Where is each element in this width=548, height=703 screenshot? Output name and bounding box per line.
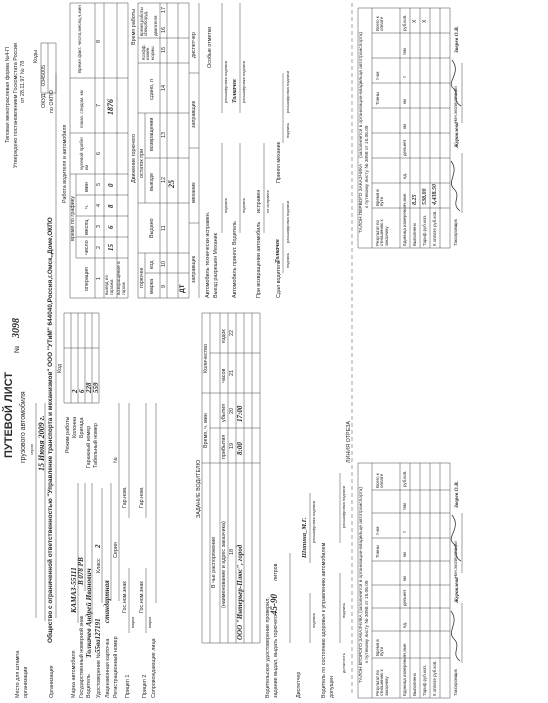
coupon1-taxer: Таксировщик [453,219,458,246]
org-value: Общество с ограниченной ответственностью "Управление транспорта и механизмов" ООО "УТиМ" 644040,Россия,г.Омск,,Доме,ОКПО [47,217,54,643]
seria-label: Серия [113,542,119,558]
check-tolkachev-2: Толкачев [275,239,281,263]
refuel-zapr-1: заправщик [191,255,197,283]
refuel-disp: диспетчер [191,32,197,58]
column-value: 2 [71,389,79,393]
permit-health: Водитель по состоянию здоровья к управлению автомобилем [321,542,327,698]
signature-taxer-left [448,608,464,663]
fuel-label: горючее [139,267,145,288]
permit-allowed: допущен [329,675,335,698]
permit-cert-note: Водительское удостоверение проверил, [265,597,271,698]
coupon2-title: ТАЛОН ВТОРОГО ЗАКАЗЧИКА [359,614,364,683]
mode-label: Режим работы [65,416,71,453]
escort-label: Сопровождающие лица [151,638,157,698]
check-decode-2: расшифровка подписи [241,60,246,103]
task-title: ЗАДАНИЕ ВОДИТЕЛЮ [196,459,202,518]
permit-decode-1: расшифровка подписи [311,500,316,543]
okpo-label: по ОКПО [49,90,55,113]
signature-master-left [448,513,464,563]
trailer2-marka-label: марка [147,616,152,628]
check-decode-1: расшифровка подписи [223,60,228,103]
coupon1-u3: км [402,124,407,129]
task-arrive: прибытия [221,434,227,459]
coupon1-x2: X [422,19,428,23]
series-label: серия [29,444,34,455]
check-sign-1: подпись [223,197,228,213]
coupon2-u2: дельнет [402,589,407,606]
coupon1-u2: дельнет [402,139,407,156]
permit-sign-2: подпись [341,602,346,618]
coupon1-tkm: т-км [375,71,380,80]
trailer1-gos-label: Гос.ном.знак [122,581,128,613]
coupon1-sum-value: 4,438.50 [432,184,438,205]
coupon1-u0: ч,мин [402,193,407,205]
coupon1-tons: Тонны [375,92,380,105]
task-time-in: 8:00 [236,442,244,455]
task-col-18: 18 [229,549,235,555]
cut-line-label: ЛИНИЯ ОТРЕЗА [346,421,352,463]
work-speedo: показ. спидом. км [79,90,84,128]
coupon1-time: Время в пути [375,189,385,206]
car-value: КАМАЗ-55111 [69,567,78,613]
task-qty: Количество [203,344,209,373]
coupon1-total: Всего к оплате [375,16,385,31]
check-accepted: Автомобиль принял: Водитель [232,221,238,298]
trailer1-marka-label: марка [130,616,135,628]
stamp-place: Место для штампа [15,650,21,698]
fuel-col-11: 11 [161,225,167,231]
permit-decode-2: расшифровка подписи [341,485,346,528]
task-col-19: 19 [229,443,235,449]
approved-date: от 28.11.97 № 78 [20,60,26,103]
fuel-exit: выезде [149,172,155,191]
coupon1-x1: X [412,19,418,23]
work-minutes: мин [84,182,90,192]
num-label: № [113,457,119,463]
trailer1-label: Прицеп 1 [125,674,131,698]
coupon1-result: Результат по отношению к заказчику [375,219,389,246]
check-sign-2: подпись [241,197,246,213]
fuel-title: Движение горючего [131,133,137,183]
coupon2-u6: ткм [402,503,407,510]
form-note: Типовая межотраслевая форма №4-П [5,47,11,143]
fuel-dt-exit: 25 [167,180,176,188]
refuel-zapr-2: заправщик [191,100,197,128]
check-exit-allowed: Выезд разрешен Механик [213,233,219,298]
permit-dispatcher: Диспетчер [296,671,302,698]
work-out-month: 6 [107,225,115,229]
fuel-return: возвращении [149,117,155,151]
check-special: Особые отметки [207,26,213,68]
coupon1-note: (заполняется в организации-владельце автотранспорта) [359,32,364,158]
check-good: исправен [256,189,262,213]
coupon2-tkm: т-км [375,526,380,535]
check-decode-4: расшифровка подписи [285,70,290,113]
approved-note: Утверждено постановлением Госкомстата России [13,42,19,168]
check-delivered: Сдал водитель [276,260,282,298]
permit-issued-note: задание выдал, выдать горючего [273,614,279,698]
doc-title: ПУТЕВОЙ ЛИСТ [3,371,15,458]
brigade-value: 6 [78,389,86,393]
work-col-5: 5 [96,183,102,186]
coupon1-u7: руб.коп. [402,14,407,31]
task-col-20: 20 [229,408,235,414]
reg-label: Регистрационный номер [113,636,119,698]
coupon1-u6: ткм [402,48,407,55]
fuel-issued: Выдано [149,218,155,238]
fuel-col-13: 13 [161,132,167,138]
fuel-handed: сдано, л [149,79,155,100]
work-operation: операция [84,267,90,291]
refuel-mech: механик [191,182,197,203]
doc-subtitle: грузового автомобиля [20,391,27,463]
garage-label: Гаражный номер [86,425,92,468]
fuel-special: время работы спецоборуд. [139,7,149,36]
okud-label: ОКУД [41,93,47,108]
garage-value: 228 [85,382,93,393]
cert-label: Удостоверение № [96,652,102,698]
coupon2-u3: км [402,576,407,581]
vehicle-code-label: Код [57,363,63,373]
fuel-col-10: 10 [161,261,167,267]
coupon2-note: (заполняется в организации-владельце автотранспорта) [359,487,364,613]
fuel-marka: марка [149,278,155,294]
fuel-col-9: 9 [161,285,167,288]
coupon1-price-value: 538.00 [422,188,428,205]
fuel-col-16: 16 [161,27,167,33]
fuel-dt: ДТ [179,284,186,293]
permit-sign-1: подпись [311,612,316,628]
trailer2-label: Прицеп 2 [142,674,148,698]
coupon2-taxer: Таксировщик [453,669,458,696]
work-col-7: 7 [96,104,102,107]
work-out-hours: 8 [107,204,115,208]
fuel-col-14: 14 [161,85,167,91]
task-col-21: 21 [229,370,235,376]
fuel-kod: код [149,260,155,269]
task-hours: часов [221,368,227,383]
coupon1-u5: т [402,75,407,78]
check-tech: Автомобиль технически исправен. [205,211,211,298]
trailer1-gar-label: Гар.ном. [122,486,128,508]
check-bad: не исправен [265,190,270,213]
work-out-speedo: 1876 [106,99,115,115]
coupon2-u5: т [402,530,407,533]
work-month: месяц [84,219,90,235]
coupon2-time: Время в пути [375,639,385,656]
waybill-date: 15 Июня 2009 г. [37,415,46,471]
driver-label: Водитель [86,674,92,698]
tabel-value: 559 [92,382,100,393]
work-out-min: 0 [107,183,115,187]
coupon2-unit: Единица измерения [402,654,407,696]
coupon2-price: Тариф руб.коп. [422,664,427,696]
fuel-remain: остаток при [139,148,145,178]
check-returned: При возвращении автомобиль [256,221,262,298]
lic-label: Лицензионная карточка [105,638,111,698]
coupon2-ref: к путевому листу № 3098 от 15.06.09 [365,580,370,663]
coupon2-boss: Зверев О.В. [454,480,460,508]
task-leave: убытия [221,403,227,422]
check-sign-4: подпись [285,122,290,138]
column-label: Колонна [72,416,78,438]
coupon2-master: Нач.эксплуатации [453,541,458,578]
coupon1-u1: ед. [402,172,407,179]
number-sign: № [14,345,21,353]
coupon1-u4: км [402,99,407,104]
work-out-label: выезд из гаража [105,275,115,295]
check-decode-3: расшифровка подписи [285,200,290,243]
task-customer: ООО "Интерьер-Плюс", город [236,544,244,640]
coupon2-u7: руб.коп. [402,470,407,487]
coupon1-sum: К оплате руб.коп. [432,210,437,246]
work-out-day: 15 [107,244,115,251]
coupon1-ref: к путевому листу № 3098 от 15.06.09 [365,125,370,208]
waybill-number: 3098 [11,318,22,338]
lic-value: стандартная [103,580,111,623]
coupon2-u4: км [402,552,407,557]
work-actual: Время факт. число,месяц,ч,мин [77,5,82,73]
class-label: Класс [96,558,102,573]
coupon2-total: Всего к оплате [375,473,385,488]
task-col1a: В чье распоряжение [211,536,217,588]
coupon1-done-value: 8.25 [412,194,418,205]
task-time-out: 17:00 [236,405,244,422]
cert-value: 55ва127191 [94,618,102,653]
fuel-col-17: 17 [161,7,167,13]
coupon1-price: Тариф руб.коп. [422,214,427,246]
coupon1-boss: Зверев О.В. [454,25,460,53]
coupon1-title: ТАЛОН ПЕРВОГО ЗАКАЗЧИКА [359,163,364,233]
work-schedule: время по графику [70,196,76,241]
org-label: Организация [49,665,55,698]
check-received: Принял механик [276,142,282,183]
class-value: 2 [94,544,102,548]
fuel-engine: двигателя [153,15,158,36]
task-col1b: (наименование и адрес заказчика) [221,521,227,608]
task-col-22: 22 [229,330,235,336]
coupon2-responsible: Журавлева [454,577,460,603]
trailer2-gar-label: Гар.ном. [139,486,145,508]
fuel-time-work: Время работы [131,8,137,45]
coupon2-u0: ч,мин [402,643,407,655]
work-day: число [84,240,90,255]
coupon1-unit: Единица измерения [402,204,407,246]
coupon1-master: Нач.эксплуатации [453,86,458,123]
car-label: Марка автомобиля [71,650,77,698]
signature-master-right [448,58,464,108]
coupon2-u1: ед. [402,621,407,628]
okud-value: 0345005 [41,65,47,86]
work-col-3: 3 [96,225,102,228]
work-col-4: 4 [96,204,102,207]
tabel-label: Табельный номер [93,423,99,468]
work-odometer: нулевой пробег км [79,136,89,170]
check-sign-3: подпись [285,252,290,268]
task-time-label: Время, ч. мин [203,413,209,448]
work-title: Работа водителя и автомобиля [62,124,68,203]
coupon1-responsible: Журавлева [454,122,460,148]
permit-fuel-amount: 45-90 [269,594,279,615]
brigade-label: Бригада [79,417,85,438]
work-col-8: 8 [96,40,102,43]
work-hours: ч. [84,204,90,209]
stamp-org: организации [23,666,29,698]
permit-fuel-unit: литров [273,563,279,581]
task-trips: ездок [221,329,227,343]
permit-disp-name: Шипина_М.Г. [301,517,308,558]
plate-label: Государственный номерной знак [79,615,85,698]
plate-value: В 078 РВ [77,557,85,585]
coupon2-result: Результат по отношению к заказчику [375,669,389,696]
signature-taxer-right [448,158,464,213]
driver-value: Толкачев Андрей Иванович [84,568,93,658]
coupon1-done: Выполнено [412,222,417,246]
coupon2-sum: К оплате руб.коп. [432,660,437,696]
work-col-6: 6 [96,152,102,155]
work-col-1: 1 [96,277,102,280]
codes-label: Коды [33,49,39,63]
work-return-label: возвращение в гараж [117,261,127,295]
trailer2-gos-label: Гос.ном.знак [139,581,145,613]
coupon2-done: Выполнено [412,672,417,696]
fuel-col-15: 15 [161,47,167,53]
coupon2-tons: Тонны [375,545,380,558]
check-tolkachev-1: Толкачев [232,79,238,103]
fuel-coef: Коэфф. измен. нормы [141,44,155,60]
fuel-col-12: 12 [161,177,167,183]
work-col-2: 2 [96,246,102,249]
permit-position: должность [341,653,346,673]
